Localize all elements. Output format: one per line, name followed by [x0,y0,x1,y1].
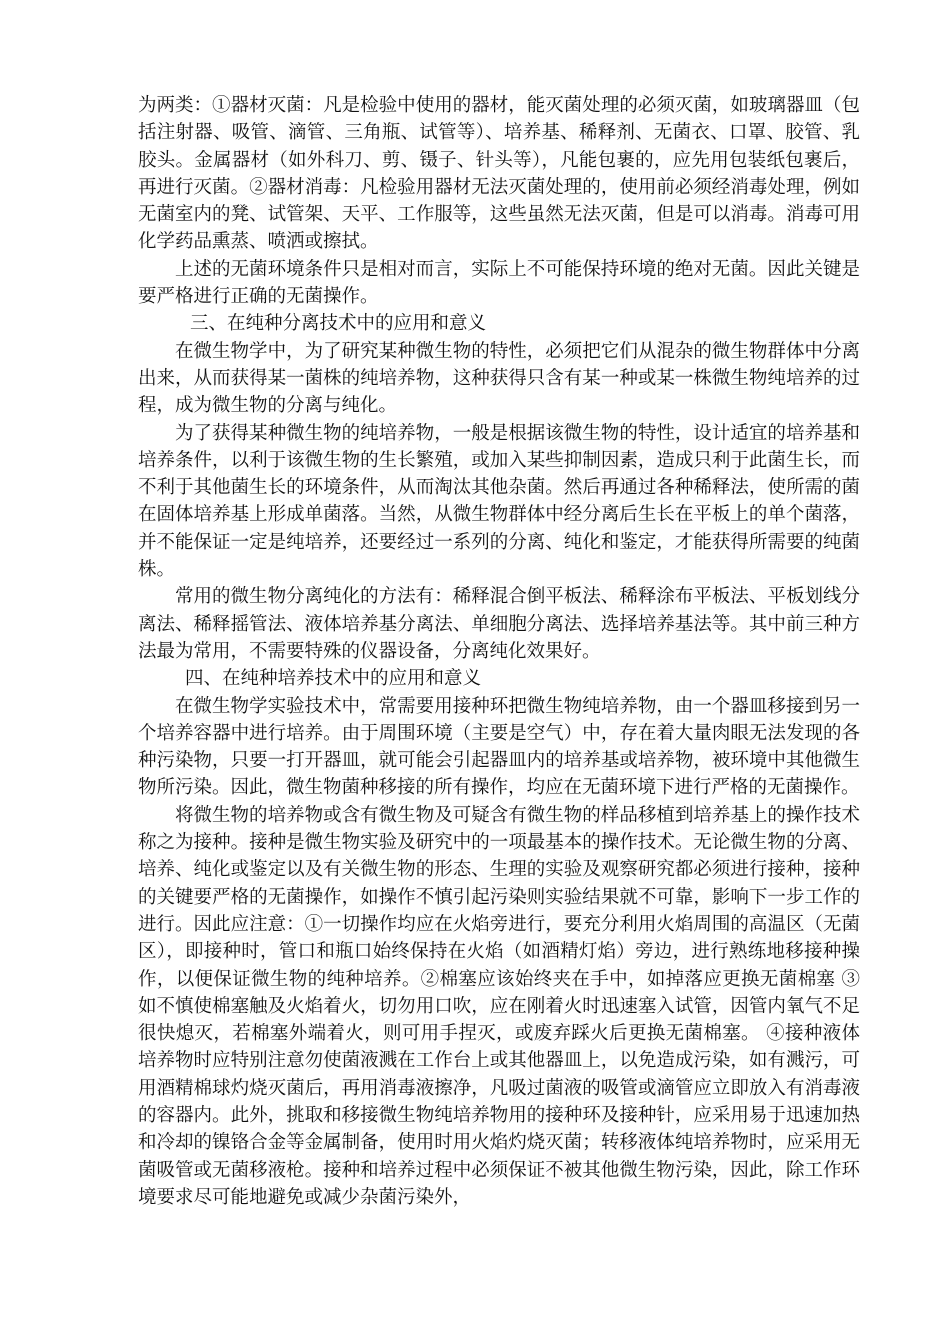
paragraph-isolation-definition: 在微生物学中，为了研究某种微生物的特性，必须把它们从混杂的微生物群体中分离出来，从而获得某一菌株的纯培养物，这种获得只含有某一种或某一株微生物纯培养的过程，成为微生物的分离与纯化。 [138,340,860,417]
section-heading-pure-isolation: 三、在纯种分离技术中的应用和意义 [190,313,487,335]
paragraph-isolation-method: 为了获得某种微生物的纯培养物，一般是根据该微生物的特性，设计适宜的培养基和培养条件，以利于该微生物的生长繁殖，或加入某些抑制因素，造成只利于此菌生长，而不利于其他菌生长的环境条件，从而淘汰其他杂菌。然后再通过各种稀释法，使所需的菌在固体培养基上形成单菌落。当然，从微生物群体中经分离后生长在平板上的单个菌落，并不能保证一定是纯培养，还要经过一系列的分离、纯化和鉴定，才能获得所需要的纯菌株。 [138,422,860,581]
paragraph-sterilization-categories: 为两类：①器材灭菌：凡是检验中使用的器材，能灭菌处理的必须灭菌，如玻璃器皿（包括注射器、吸管、滴管、三角瓶、试管等）、培养基、稀释剂、无菌衣、口罩、胶管、乳胶头。金属器材（如外科刀、剪、镊子、针头等），凡能包裹的，应先用包装纸包裹后，再进行灭菌。②器材消毒：凡检验用器材无法灭菌处理的，使用前必须经消毒处理，例如无菌室内的凳、试管架、天平、工作服等，这些虽然无法灭菌，但是可以消毒。消毒可用化学药品熏蒸、喷洒或擦拭。 [138,95,860,253]
document-body [138,92,860,1211]
paragraph-relative-sterility: 上述的无菌环境条件只是相对而言，实际上不可能保持环境的绝对无菌。因此关键是要严格进行正确的无菌操作。 [138,258,860,308]
paragraph-isolation-techniques: 常用的微生物分离纯化的方法有：稀释混合倒平板法、稀释涂布平板法、平板划线分离法、稀释摇管法、液体培养基分离法、单细胞分离法、选择培养基法等。其中前三种方法最为常用，不需要特殊的仪器设备，分离纯化效果好。 [138,586,860,662]
section-heading-pure-culture: 四、在纯种培养技术中的应用和意义 [185,668,482,690]
paragraph-inoculation-precautions: 将微生物的培养物或含有微生物及可疑含有微生物的样品移植到培养基上的操作技术称之为接种。接种是微生物实验及研究中的一项最基本的操作技术。无论微生物的分离、培养、纯化或鉴定以及有关微生物的形态、生理的实验及观察研究都必须进行接种，接种的关键要严格的无菌操作，如操作不慎引起污染则实验结果就不可靠，影响下一步工作的进行。因此应注意：①一切操作均应在火焰旁进行，要充分利用火焰周围的高温区（无菌区），即接种时，管口和瓶口始终保持在火焰（如酒精灯焰）旁边，进行熟练地移接种操作，以便保证微生物的纯种培养。②棉塞应该始终夹在手中，如掉落应更换无菌棉塞 ③如不慎使棉塞触及火焰着火，切勿用口吹，应在刚着火时迅速塞入试管，因管内氧气不足很快熄灭，若棉塞外端着火，则可用手捏灭，或废弃踩火后更换无菌棉塞。 ④接种液体培养物时应特别注意勿使菌液溅在工作台上或其他器皿上，以免造成污染，如有溅污，可用酒精棉球灼烧灭菌后，再用消毒液擦净，凡吸过菌液的吸管或滴管应立即放入有消毒液的容器内。此外，挑取和移接微生物纯培养物用的接种环及接种针，应采用易于迅速加热和冷却的镍铬合金等金属制备，使用时用火焰灼烧灭菌；转移液体纯培养物时，应采用无菌吸管或无菌移液枪。接种和培养过程中必须保证不被其他微生物污染，因此，除工作环境要求尽可能地避免或减少杂菌污染外， [138,804,860,1208]
paragraph-transfer-contamination: 在微生物学实验技术中，常需要用接种环把微生物纯培养物，由一个器皿移接到另一个培养容器中进行培养。由于周围环境（主要是空气）中，存在着大量肉眼无法发现的各种污染物，只要一打开器皿，就可能会引起器皿内的培养基或培养物，被环境中其他微生物所污染。因此，微生物菌种移接的所有操作，均应在无菌环境下进行严格的无菌操作。 [138,695,860,799]
